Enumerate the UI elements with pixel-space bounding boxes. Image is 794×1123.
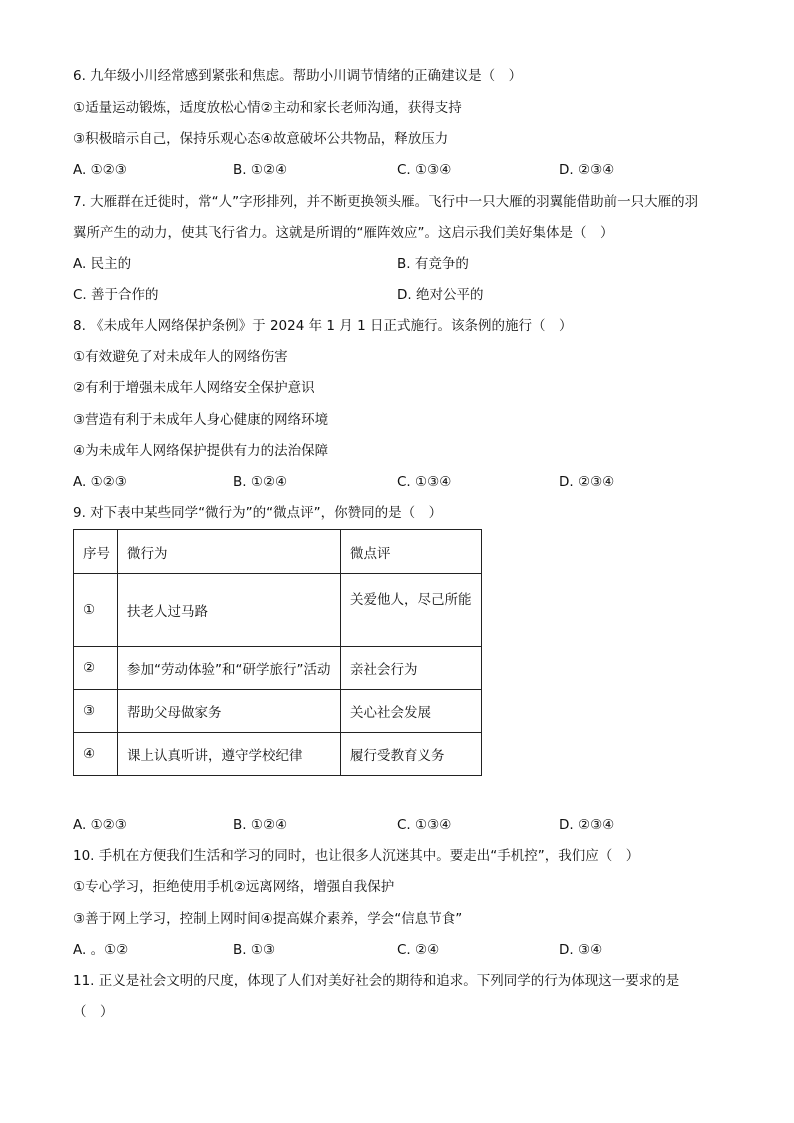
question-6-options (73, 161, 713, 179)
question-7-stem-line-1: 7. 大雁群在迁徙时，常“人”字形排列，并不断更换领头雁。飞行中一只大雁的羽翼能借助前一只大雁的羽 (73, 194, 699, 210)
micro-behavior-table (73, 529, 482, 776)
question-7-stem-line-2: 翼所产生的动力，使其飞行省力。这就是所谓的“雁阵效应”。这启示我们美好集体是（ ） (73, 225, 614, 241)
question-8-stem: 8. 《未成年人网络保护条例》于 2024 年 1 月 1 日正式施行。该条例的施行（ ） (73, 318, 573, 334)
option-d: D. 绝对公平的 (397, 287, 484, 303)
option-b: B. ①③ (233, 942, 276, 958)
table-cell: 参加“劳动体验”和“研学旅行”活动 (118, 647, 341, 690)
question-6-item-2: ③积极暗示自己，保持乐观心态④故意破坏公共物品，释放压力 (73, 131, 449, 147)
question-8-item-1: ①有效避免了对未成年人的网络伤害 (73, 349, 288, 365)
option-d: D. ②③④ (559, 817, 615, 833)
table-cell: ② (74, 647, 118, 690)
header-cell: 序号 (74, 530, 118, 574)
question-8-item-3: ③营造有利于未成年人身心健康的网络环境 (73, 412, 329, 428)
option-c: C. ①③④ (397, 162, 452, 178)
table-cell: 亲社会行为 (341, 647, 482, 690)
table-header-row (74, 530, 482, 574)
option-b: B. ①②④ (233, 162, 288, 178)
option-d: D. ③④ (559, 942, 603, 958)
table-cell: 课上认真听讲，遵守学校纪律 (118, 733, 341, 776)
option-a: A. 。①② (73, 942, 129, 958)
question-11-stem-line-1: 11. 正义是社会文明的尺度，体现了人们对美好社会的期待和追求。下列同学的行为体现这一要求的是 (73, 973, 680, 989)
question-9-options (73, 816, 713, 834)
table-cell: 扶老人过马路 (118, 574, 341, 647)
question-8-item-4: ④为未成年人网络保护提供有力的法治保障 (73, 443, 329, 459)
question-7-options-row-1 (73, 255, 713, 273)
table-row (74, 647, 482, 690)
option-a: A. ①②③ (73, 817, 127, 833)
option-b: B. ①②④ (233, 817, 288, 833)
option-c: C. 善于合作的 (73, 287, 159, 303)
table-cell: ③ (74, 690, 118, 733)
table-cell: ④ (74, 733, 118, 776)
table-row (74, 733, 482, 776)
header-cell: 微行为 (118, 530, 341, 574)
question-8-item-2: ②有利于增强未成年人网络安全保护意识 (73, 380, 315, 396)
table-cell: 帮助父母做家务 (118, 690, 341, 733)
option-a: A. ①②③ (73, 162, 127, 178)
table-cell: ① (74, 574, 118, 647)
question-10-item-1: ①专心学习，拒绝使用手机②远离网络，增强自我保护 (73, 879, 395, 895)
option-c: C. ②④ (397, 942, 440, 958)
table-row (74, 574, 482, 647)
question-6-stem: 6. 九年级小川经常感到紧张和焦虑。帮助小川调节情绪的正确建议是（ ） (73, 68, 523, 84)
table-cell: 履行受教育义务 (341, 733, 482, 776)
option-c: C. ①③④ (397, 474, 452, 490)
option-c: C. ①③④ (397, 817, 452, 833)
table-row (74, 690, 482, 733)
option-d: D. ②③④ (559, 474, 615, 490)
question-10-options (73, 941, 713, 959)
option-b: B. ①②④ (233, 474, 288, 490)
question-9-stem: 9. 对下表中某些同学“微行为”的“微点评”，你赞同的是（ ） (73, 505, 443, 521)
question-7-options-row-2 (73, 286, 713, 304)
option-a: A. 民主的 (73, 256, 132, 272)
header-cell: 微点评 (341, 530, 482, 574)
question-8-options (73, 473, 713, 491)
question-11-stem-line-2: （ ） (73, 1004, 114, 1020)
question-10-item-2: ③善于网上学习，控制上网时间④提高媒介素养，学会“信息节食” (73, 911, 463, 927)
question-6-item-1: ①适量运动锻炼，适度放松心情②主动和家长老师沟通，获得支持 (73, 100, 462, 116)
option-b: B. 有竞争的 (397, 256, 469, 272)
table-cell: 关爱他人，尽己所能 (341, 574, 482, 647)
table-cell: 关心社会发展 (341, 690, 482, 733)
option-a: A. ①②③ (73, 474, 127, 490)
question-10-stem: 10. 手机在方便我们生活和学习的同时，也让很多人沉迷其中。要走出“手机控”，我们应（ ） (73, 848, 640, 864)
option-d: D. ②③④ (559, 162, 615, 178)
